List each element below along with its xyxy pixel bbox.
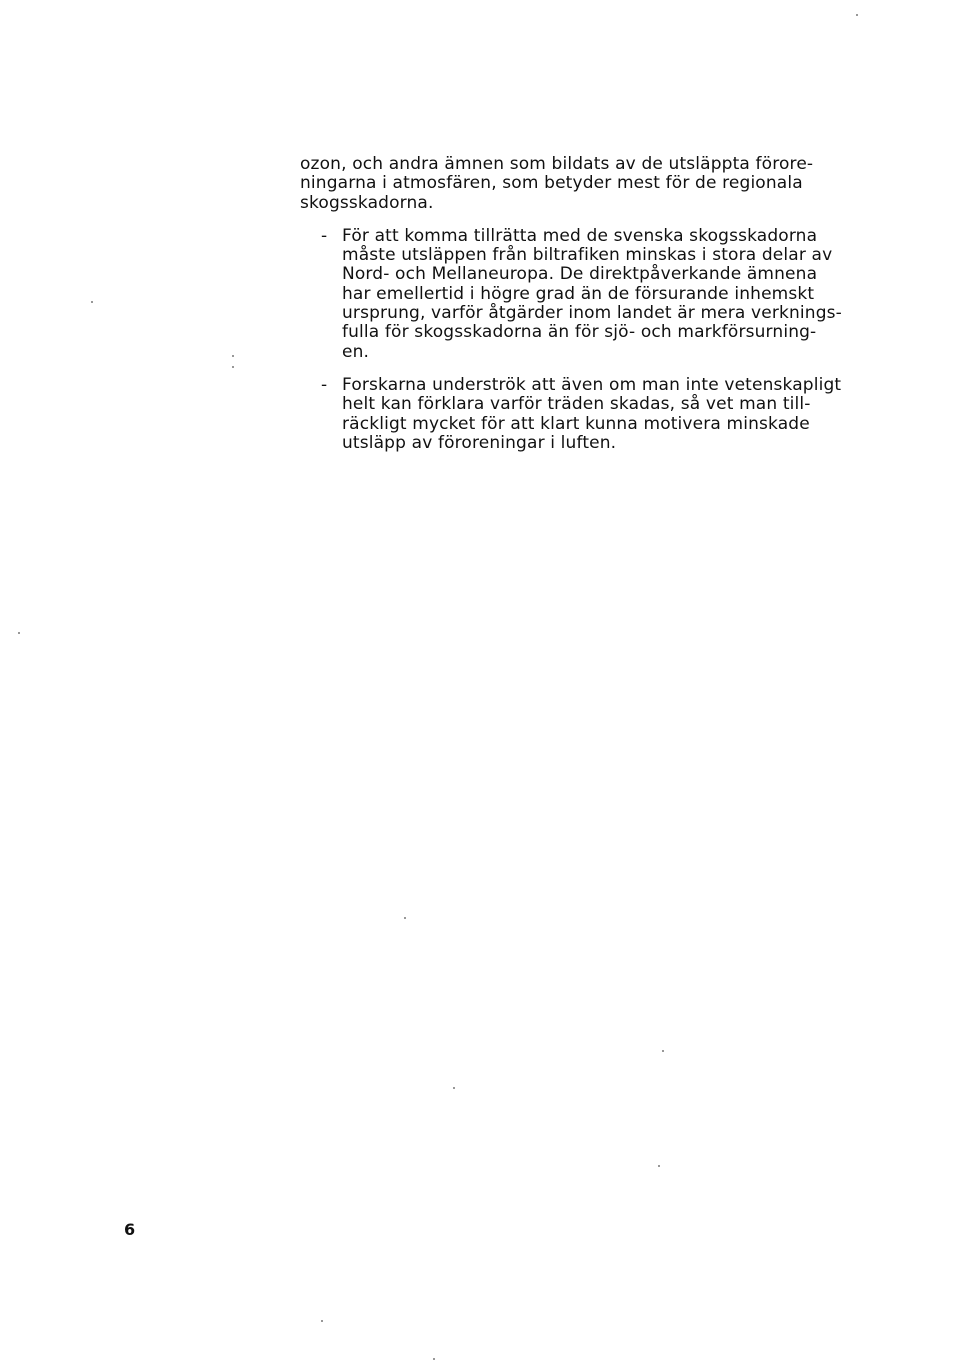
text-line: fulla för skogsskadorna än för sjö- och markförsurning- bbox=[342, 322, 817, 343]
scan-speck bbox=[232, 366, 234, 368]
bullet-paragraph-researchers bbox=[300, 376, 900, 453]
text-line: ningarna i atmosfären, som betyder mest för de regionala bbox=[300, 173, 803, 194]
text-line: ursprung, varför åtgärder inom landet är mera verknings- bbox=[342, 303, 842, 324]
scan-speck bbox=[18, 632, 20, 634]
scan-speck bbox=[856, 14, 858, 16]
body-text bbox=[300, 155, 900, 453]
text-line: har emellertid i högre grad än de försurande inhemskt bbox=[342, 283, 815, 304]
scan-speck bbox=[91, 301, 93, 303]
text-line: Nord- och Mellaneuropa. De direktpåverkande ämnena bbox=[342, 264, 818, 285]
text-line: utsläpp av föroreningar i luften. bbox=[342, 432, 617, 453]
bullet-paragraph-traffic bbox=[300, 227, 900, 362]
scan-speck bbox=[662, 1050, 664, 1052]
text-line: måste utsläppen från biltrafiken minskas i stora delar av bbox=[342, 245, 833, 266]
text-line-content: För att komma tillrätta med de svenska skogsskadorna bbox=[342, 225, 818, 246]
text-line: ozon, och andra ämnen som bildats av de utsläppta förore- bbox=[300, 154, 814, 174]
paragraph-continuation bbox=[300, 155, 900, 213]
text-line: räckligt mycket för att klart kunna motivera minskade bbox=[342, 413, 810, 434]
scan-speck bbox=[433, 1358, 435, 1360]
scan-speck bbox=[658, 1165, 660, 1167]
bullet-dash: - bbox=[321, 225, 328, 246]
text-line: en. bbox=[342, 341, 370, 362]
scan-speck bbox=[404, 917, 406, 919]
scan-speck bbox=[232, 355, 234, 357]
scan-speck bbox=[321, 1320, 323, 1322]
text-line-content: Forskarna underströk att även om man inte vetenskapligt bbox=[342, 374, 842, 395]
text-line: helt kan förklara varför träden skadas, så vet man till- bbox=[342, 394, 811, 415]
bullet-dash: - bbox=[321, 374, 328, 395]
page-number: 6 bbox=[124, 1220, 136, 1239]
scan-speck bbox=[453, 1087, 455, 1089]
text-line bbox=[300, 376, 900, 395]
text-line: skogsskadorna. bbox=[300, 192, 434, 213]
text-line bbox=[300, 227, 900, 246]
